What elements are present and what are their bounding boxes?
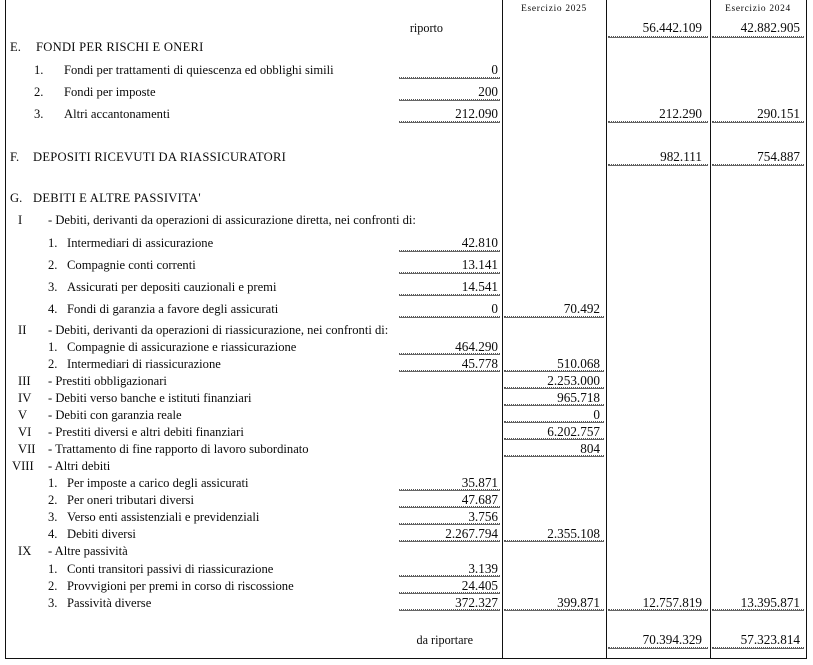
item-number-e3: 3. <box>34 107 44 121</box>
g-roman-ii: II <box>18 323 27 337</box>
column-header-esercizio-2025: Esercizio 2025 <box>521 4 587 14</box>
g-ii-item-number-1: 1. <box>48 340 58 354</box>
carryover-current-underline <box>608 36 708 38</box>
section-total-current-underline-f <box>608 164 708 166</box>
g-i-item-underline-2 <box>399 272 500 274</box>
g-subtotal-underline-iii <box>504 387 604 389</box>
section-total-prior-underline-g <box>712 609 804 611</box>
g-i-item-number-1: 1. <box>48 236 58 250</box>
g-subtotal-underline-i <box>504 316 604 318</box>
g-subtotal-i: 70.492 <box>563 301 600 316</box>
g-roman-ix: IX <box>18 544 32 558</box>
item-detail-e3: 212.090 <box>455 106 498 121</box>
column-divider-subtotal <box>606 0 607 659</box>
g-viii-item-number-1: 1. <box>48 476 58 490</box>
section-total-current-e: 212.290 <box>659 106 702 121</box>
section-total-current-f: 982.111 <box>660 149 702 164</box>
g-viii-item-label-4: Debiti diversi <box>67 527 136 541</box>
item-detail-underline-e1 <box>399 77 500 79</box>
section-total-current-g: 12.757.819 <box>642 595 702 610</box>
column-divider-detail <box>502 0 503 659</box>
g-viii-item-number-3: 3. <box>48 510 58 524</box>
g-label-ix: - Altre passività <box>48 544 128 558</box>
g-ii-item-underline-1 <box>399 353 500 355</box>
g-viii-item-underline-2 <box>399 506 500 508</box>
g-ix-item-detail-1: 3.139 <box>468 561 498 576</box>
column-header-esercizio-2024: Esercizio 2024 <box>725 4 791 14</box>
g-viii-item-label-2: Per oneri tributari diversi <box>67 493 194 507</box>
g-viii-item-underline-4 <box>399 540 500 542</box>
carryforward-label: da riportare <box>416 633 473 647</box>
carryforward-prior-value: 57.323.814 <box>740 632 800 647</box>
section-total-current-underline-e <box>608 121 708 123</box>
g-ix-item-detail-2: 24.405 <box>461 578 498 593</box>
g-viii-item-detail-2: 47.687 <box>461 492 498 507</box>
g-subtotal-vi: 6.202.757 <box>547 424 600 439</box>
section-title-f: DEPOSITI RICEVUTI DA RIASSICURATORI <box>33 150 287 164</box>
carryover-prior-underline <box>712 36 804 38</box>
g-label-vii: - Trattamento di fine rapporto di lavoro subordinato <box>48 442 309 456</box>
g-subtotal-iv: 965.718 <box>557 390 600 405</box>
g-ix-item-number-2: 2. <box>48 579 58 593</box>
g-roman-iii: III <box>18 374 31 388</box>
section-letter-g: G. <box>10 191 23 205</box>
item-detail-e2: 200 <box>478 84 498 99</box>
carryforward-current-value: 70.394.329 <box>642 632 702 647</box>
g-viii-item-detail-4: 2.267.794 <box>445 526 498 541</box>
g-subtotal-underline-vii <box>504 455 604 457</box>
carryover-label: riporto <box>409 21 443 35</box>
item-number-e2: 2. <box>34 85 44 99</box>
g-ii-item-detail-1: 464.290 <box>455 339 498 354</box>
item-detail-e1: 0 <box>491 62 498 77</box>
g-i-item-label-4: Fondi di garanzia a favore degli assicurati <box>67 302 279 316</box>
g-i-item-detail-3: 14.541 <box>461 279 498 294</box>
g-subtotal-iii: 2.253.000 <box>547 373 600 388</box>
g-subtotal-underline-ix <box>504 609 604 611</box>
g-ix-item-detail-3: 372.327 <box>455 595 498 610</box>
g-ix-item-label-2: Provvigioni per premi in corso di riscossione <box>67 579 294 593</box>
carryforward-current-underline <box>608 647 708 649</box>
carryover-current-value: 56.442.109 <box>642 20 702 35</box>
item-detail-underline-e2 <box>399 99 500 101</box>
g-viii-item-detail-1: 35.871 <box>461 475 498 490</box>
g-i-item-detail-4: 0 <box>491 301 498 316</box>
g-ii-item-underline-2 <box>399 370 500 372</box>
g-ii-item-label-2: Intermediari di riassicurazione <box>67 357 221 371</box>
g-subtotal-underline-v <box>504 421 604 423</box>
section-title-g: DEBITI E ALTRE PASSIVITA' <box>33 191 201 205</box>
g-ix-item-number-3: 3. <box>48 596 58 610</box>
g-ii-item-label-1: Compagnie di assicurazione e riassicurazione <box>67 340 297 354</box>
g-subtotal-underline-ii <box>504 370 604 372</box>
g-viii-item-underline-3 <box>399 523 500 525</box>
g-subtotal-underline-viii <box>504 540 604 542</box>
g-ii-item-detail-2: 45.778 <box>461 356 498 371</box>
g-i-item-underline-1 <box>399 250 500 252</box>
frame-right-border <box>806 0 807 659</box>
section-total-prior-e: 290.151 <box>757 106 800 121</box>
g-viii-item-number-2: 2. <box>48 493 58 507</box>
carryforward-prior-underline <box>712 647 804 649</box>
g-ii-item-number-2: 2. <box>48 357 58 371</box>
g-i-item-detail-1: 42.810 <box>461 235 498 250</box>
g-subtotal-vii: 804 <box>580 441 600 456</box>
g-ix-item-number-1: 1. <box>48 562 58 576</box>
section-total-prior-f: 754.887 <box>757 149 800 164</box>
g-roman-v: V <box>18 408 28 422</box>
g-ix-item-underline-1 <box>399 575 500 577</box>
g-subtotal-ii: 510.068 <box>557 356 600 371</box>
item-label-e3: Altri accantonamenti <box>64 107 170 121</box>
frame-left-border <box>5 0 6 659</box>
g-label-vi: - Prestiti diversi e altri debiti finanziari <box>48 425 244 439</box>
g-i-item-detail-2: 13.141 <box>461 257 498 272</box>
g-viii-item-label-1: Per imposte a carico degli assicurati <box>67 476 249 490</box>
g-roman-viii: VIII <box>12 459 34 473</box>
g-ix-item-underline-2 <box>399 592 500 594</box>
g-viii-item-number-4: 4. <box>48 527 58 541</box>
g-i-item-number-3: 3. <box>48 280 58 294</box>
frame-bottom-border <box>5 658 807 659</box>
section-letter-e: E. <box>10 40 21 54</box>
g-subtotal-viii: 2.355.108 <box>547 526 600 541</box>
g-subtotal-underline-iv <box>504 404 604 406</box>
g-label-v: - Debiti con garanzia reale <box>48 408 182 422</box>
item-label-e1: Fondi per trattamenti di quiescenza ed obblighi simili <box>64 63 334 77</box>
g-roman-i: I <box>18 213 23 227</box>
g-i-item-underline-3 <box>399 294 500 296</box>
item-number-e1: 1. <box>34 63 44 77</box>
g-i-item-label-1: Intermediari di assicurazione <box>67 236 214 250</box>
g-ix-item-underline-3 <box>399 609 500 611</box>
g-i-item-number-2: 2. <box>48 258 58 272</box>
g-subtotal-ix: 399.871 <box>557 595 600 610</box>
g-viii-item-detail-3: 3.756 <box>468 509 498 524</box>
item-detail-underline-e3 <box>399 121 500 123</box>
g-roman-vi: VI <box>18 425 32 439</box>
section-total-current-underline-g <box>608 609 708 611</box>
g-i-item-label-3: Assicurati per depositi cauzionali e premi <box>67 280 277 294</box>
g-label-iii: - Prestiti obbligazionari <box>48 374 167 388</box>
g-i-item-underline-4 <box>399 316 500 318</box>
g-label-iv: - Debiti verso banche e istituti finanziari <box>48 391 252 405</box>
g-label-ii: - Debiti, derivanti da operazioni di riassicurazione, nei confronti di: <box>48 323 389 337</box>
g-label-viii: - Altri debiti <box>48 459 111 473</box>
g-viii-item-underline-1 <box>399 489 500 491</box>
item-label-e2: Fondi per imposte <box>64 85 156 99</box>
section-title-e: FONDI PER RISCHI E ONERI <box>36 40 204 54</box>
g-subtotal-underline-vi <box>504 438 604 440</box>
section-total-prior-underline-f <box>712 164 804 166</box>
g-i-item-label-2: Compagnie conti correnti <box>67 258 196 272</box>
g-roman-iv: IV <box>18 391 32 405</box>
section-total-prior-underline-e <box>712 121 804 123</box>
g-ix-item-label-3: Passività diverse <box>67 596 152 610</box>
carryover-prior-value: 42.882.905 <box>740 20 800 35</box>
section-letter-f: F. <box>10 150 20 164</box>
g-ix-item-label-1: Conti transitori passivi di riassicurazione <box>67 562 274 576</box>
g-viii-item-label-3: Verso enti assistenziali e previdenziali <box>67 510 260 524</box>
g-label-i: - Debiti, derivanti da operazioni di assicurazione diretta, nei confronti di: <box>48 213 416 227</box>
g-roman-vii: VII <box>18 442 36 456</box>
g-subtotal-v: 0 <box>593 407 600 422</box>
section-total-prior-g: 13.395.871 <box>740 595 800 610</box>
g-i-item-number-4: 4. <box>48 302 58 316</box>
column-divider-current <box>710 0 711 659</box>
